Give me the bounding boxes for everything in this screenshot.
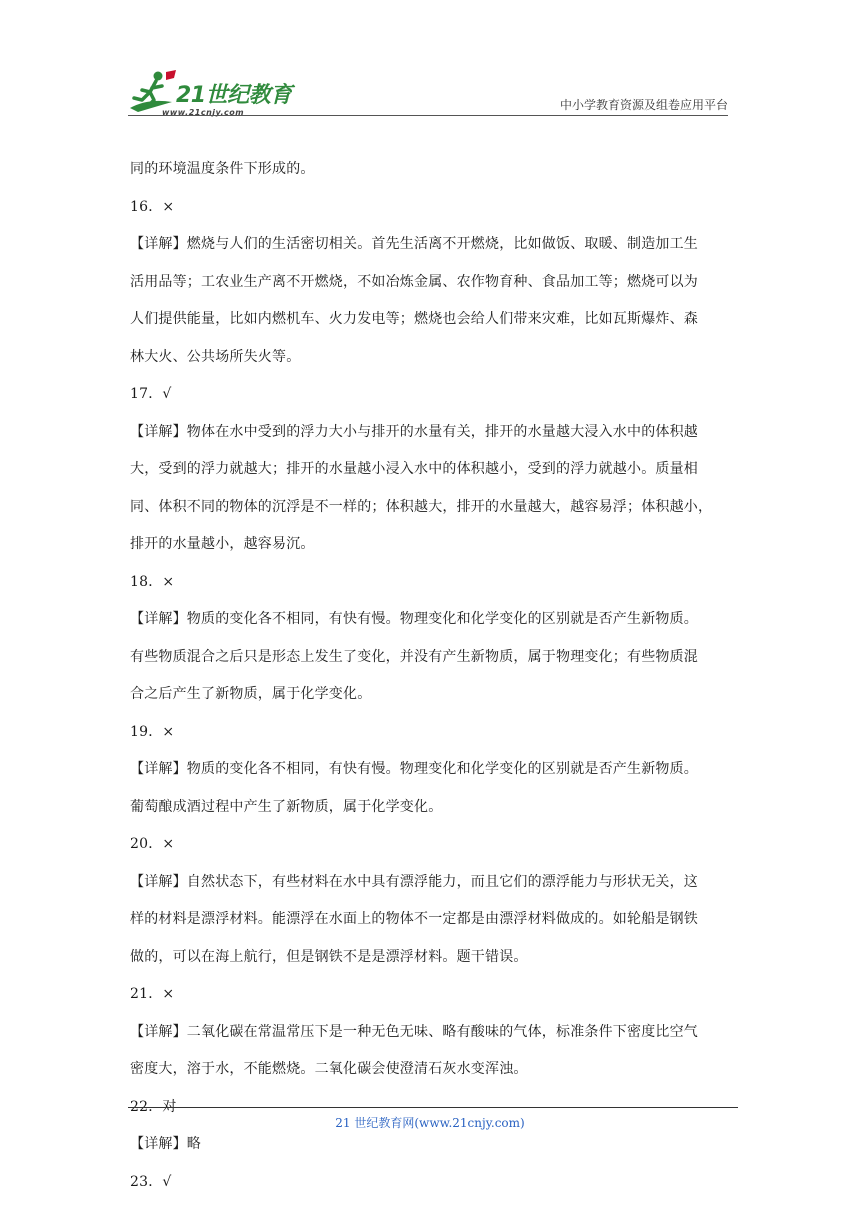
explanation-line: 排开的水量越小，越容易沉。	[130, 536, 315, 552]
explanation-line: 密度大，溶于水，不能燃烧。二氧化碳会使澄清石灰水变浑浊。	[130, 1061, 528, 1077]
answer-number: 16．×	[130, 198, 175, 215]
footer-divider	[128, 1107, 738, 1108]
explanation-line: 【详解】自然状态下，有些材料在水中具有漂浮能力，而且它们的漂浮能力与形状无关，这	[130, 873, 698, 890]
explanation-line: 有些物质混合之后只是形态上发生了变化，并没有产生新物质，属于物理变化；有些物质混	[130, 648, 698, 665]
answer-number: 22．对	[130, 1098, 177, 1115]
explanation-line: 人们提供能量，比如内燃机车、火力发电等；燃烧也会给人们带来灾难，比如瓦斯爆炸、森	[130, 311, 698, 327]
answer-number: 18．×	[130, 573, 175, 590]
logo-text: 21世纪教育	[176, 83, 292, 108]
explanation-line: 样的材料是漂浮材料。能漂浮在水面上的物体不一定都是由漂浮材料做成的。如轮船是钢铁	[130, 911, 698, 927]
explanation-line: 做的，可以在海上航行，但是钢铁不是是漂浮材料。题干错误。	[130, 948, 528, 965]
explanation-line: 【详解】二氧化碳在常温常压下是一种无色无味、略有酸味的气体，标准条件下密度比空气	[130, 1023, 698, 1040]
explanation-line: 【详解】物体在水中受到的浮力大小与排开的水量有关，排开的水量越大浸入水中的体积越	[130, 423, 698, 440]
answer-number: 23．√	[130, 1173, 172, 1190]
explanation-line: 林大火、公共场所失火等。	[130, 348, 301, 365]
logo-url: www.21cnjy.com	[162, 108, 245, 117]
answer-number: 17．√	[130, 386, 172, 402]
site-logo	[128, 68, 298, 117]
platform-title: 中小学教育资源及组卷应用平台	[559, 98, 728, 112]
header-divider	[128, 115, 728, 116]
explanation-line: 葡萄酿成酒过程中产生了新物质，属于化学变化。	[130, 798, 443, 815]
explanation-line: 【详解】物质的变化各不相同，有快有慢。物理变化和化学变化的区别就是否产生新物质。	[130, 761, 698, 777]
explanation-line: 【详解】物质的变化各不相同，有快有慢。物理变化和化学变化的区别就是否产生新物质。	[130, 611, 698, 627]
answer-number: 19．×	[130, 723, 175, 740]
text-line: 同的环境温度条件下形成的。	[130, 161, 315, 177]
answer-content	[130, 158, 730, 1194]
page-header	[128, 62, 728, 116]
explanation-line: 活用品等；工农业生产离不开燃烧，不如冶炼金属、农作物育种、食品加工等；燃烧可以为	[130, 273, 698, 290]
explanation-line: 同、体积不同的物体的沉浮是不一样的；体积越大，排开的水量越大，越容易浮；体积越小，	[130, 498, 713, 515]
page-footer: 21 世纪教育网(www.21cnjy.com)	[335, 1116, 525, 1130]
answer-number: 21．×	[130, 986, 175, 1002]
explanation-line: 合之后产生了新物质，属于化学变化。	[130, 686, 372, 702]
explanation-line: 大，受到的浮力就越大；排开的水量越小浸入水中的体积越小，受到的浮力就越小。质量相	[130, 461, 698, 477]
answer-number: 20．×	[130, 836, 175, 852]
explanation-line: 【详解】燃烧与人们的生活密切相关。首先生活离不开燃烧，比如做饭、取暖、制造加工生	[130, 236, 698, 252]
explanation-line: 【详解】略	[130, 1136, 201, 1152]
